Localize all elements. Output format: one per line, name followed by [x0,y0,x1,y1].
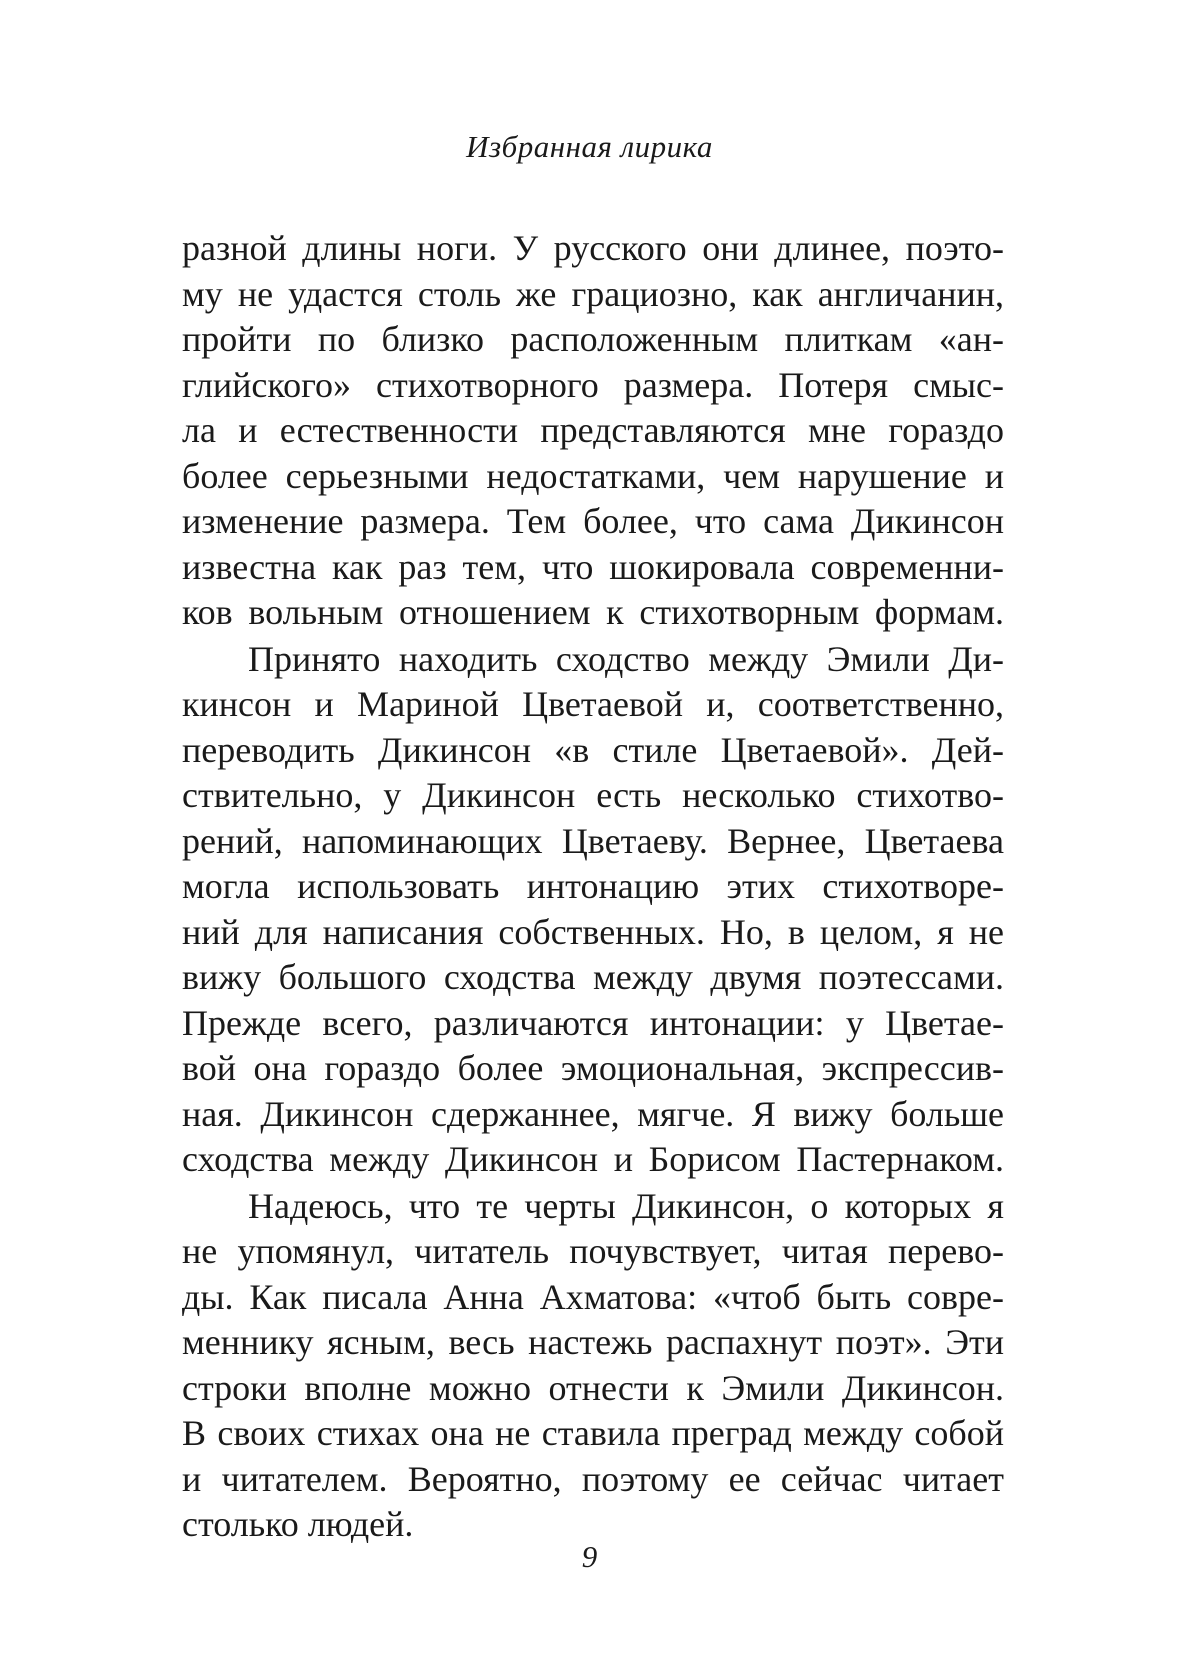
text-line: пройти по близко расположенным плиткам «ан- [182,319,1004,359]
text-line: вой она гораздо более эмоциональная, экспрессив- [182,1048,1004,1088]
text-line: строки вполне можно отнести к Эмили Дикинсон. [182,1367,1004,1408]
text-line: кинсон и Мариной Цветаевой и, соответственно, [182,684,1004,724]
text-line: ла и естественности представляются мне гораздо [182,410,1004,450]
text-line: изменение размера. Тем более, что сама Дикинсон [182,501,1004,541]
text-line: известна как раз тем, что шокировала современни- [182,546,1004,587]
text-line: ний для написания собственных. Но, в целом, я не [182,911,1004,952]
text-line: сходства между Дикинсон и Борисом Пастернаком. [182,1139,1004,1179]
text-line: не упомянул, читатель почувствует, читая перево- [182,1231,1004,1271]
text-line: ды. Как писала Анна Ахматова: «чтоб быть совре- [182,1276,1004,1317]
paragraph-3 [182,1184,1004,1548]
text-line: Принято находить сходство между Эмили Ди- [248,638,1004,679]
text-line: му не удастся столь же грациозно, как англичанин, [182,273,1004,314]
paragraph-2 [182,637,1004,1183]
paragraph-1 [182,226,1004,636]
text-line: могла использовать интонацию этих стихотворе- [182,866,1004,906]
text-line: Надеюсь, что те черты Дикинсон, о которых я [248,1185,1004,1226]
text-line: Прежде всего, различаются интонации: у Цветае- [182,1002,1004,1043]
text-line: глийского» стихотворного размера. Потеря смыс- [182,364,1004,405]
page-number: 9 [581,1539,598,1574]
text-line: рений, напоминающих Цветаеву. Вернее, Цветаева [182,820,1004,861]
body-text [182,226,1004,1548]
text-line: ная. Дикинсон сдержаннее, мягче. Я вижу больше [182,1093,1004,1134]
text-line: столько людей. [182,1504,414,1544]
text-line: разной длины ноги. У русского они длинее, поэто- [182,228,1004,268]
text-line: В своих стихах она не ставила преград между собой [182,1413,1004,1453]
text-line: и читателем. Вероятно, поэтому ее сейчас читает [182,1458,1004,1499]
running-header: Избранная лирика [466,129,713,164]
text-line: вижу большого сходства между двумя поэтессами. [182,957,1004,997]
text-line: ков вольным отношением к стихотворным формам. [182,592,1004,632]
text-line: более серьезными недостатками, чем нарушение и [182,455,1004,496]
text-line: ствительно, у Дикинсон есть несколько стихотво- [182,775,1004,815]
text-line: переводить Дикинсон «в стиле Цветаевой». Дей- [182,729,1004,770]
text-line: меннику ясным, весь настежь распахнут поэт». Эти [182,1322,1004,1362]
